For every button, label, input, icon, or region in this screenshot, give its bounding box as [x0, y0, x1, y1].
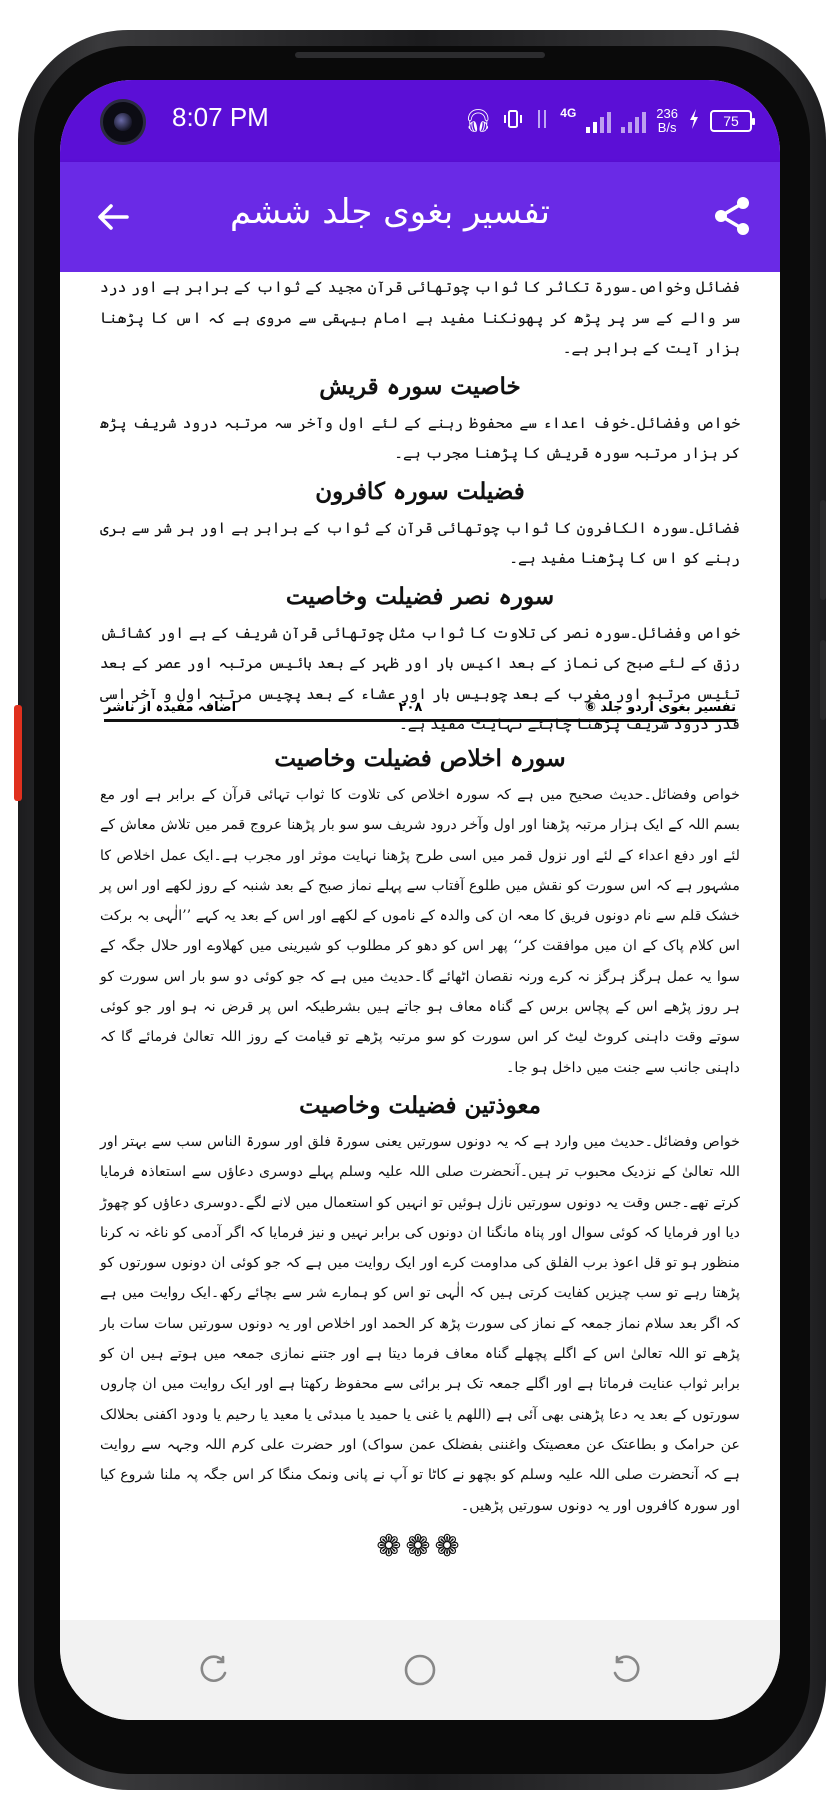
- speed-unit: B/s: [657, 120, 677, 135]
- vibrate-icon: [502, 108, 524, 134]
- home-icon: [402, 1652, 438, 1688]
- recent-apps-icon: [197, 1653, 231, 1687]
- paragraph: خواص وفضائل۔حدیث میں وارد ہے کہ یہ دونوں سورتیں یعنی سورۃ فلق اور سورۃ الناس سب سے بہتر اور اللہ تعالیٰ کے نزدیک محبوب تر ہیں۔آنحضرت صلی اللہ علیہ وسلم پہلے دوسری دعاؤں سے استعاذہ فرمایا کرتے تھے۔جس وقت یہ دونوں سورتیں نازل ہوئیں تو انہیں کو استعمال میں لانے لگے۔دوسری دعاؤں کو چھوڑ دیا اور فرمایا کہ کوئی سوال اور پناہ مانگنا ان دونوں کی برابر نہیں و نیز فرمایا کہ اگر آدمی کو ناغہ نہ کرنا منظور ہو تو قل اعوذ برب الفلق کی مداومت کرے اور ایک روایت میں ہے کہ جو کوئی ان دونوں سورتوں کو پڑھتا رہے تو سب چیزیں کفایت کرتی ہیں کہ الٰہی تو اس کو ہمارے شر سے بچائے رکھ۔ایک روایت میں ہے کہ اگر بعد سلام نماز جمعہ کے نماز کی سورت پڑھ کر الحمد اور اخلاص اور یہ دونوں سورتیں سات سات بار پڑھے تو اللہ تعالیٰ اس کے اگلے پچھلے گناہ معاف فرما دیتا ہے اور جتنے نمازی جمعہ میں ہوتے ہیں ان کو برابر ثواب عنایت فرماتا ہے اور اگلے جمعہ تک ہر برائی سے محفوظ رکھتا ہے اور ایک روایت میں ان چاروں سورتوں کے بعد یہ دعا پڑھنی بھی آئی ہے (اللھم یا غنی یا حمید یا مبدئی یا معید یا رحیم یا ودود اکفنی بحلالک عن حرامک و بطاعتک عن معصیتک واغننی بفضلک عمن سواک) اور حضرت علی کرم اللہ وجہہ سے روایت ہے کہ آنحضرت صلی اللہ علیہ وسلم کو بچھو نے کاٹا تو آپ نے پانی ونمک منگا کر اس جگہ پہ ملنا شروع کیا اور سورہ کافروں اور یہ دونوں سورتیں پڑھیں۔: [100, 1133, 740, 1514]
- page-header: [104, 690, 736, 722]
- paragraph: خواص وفضائل۔سورہ نصر کی تلاوت کا ثواب مثل چوتھائی قرآن شریف کے ہے اور کشائش رزق کے لئے صبح کی نماز کے بعد اکیس بار اور ظہر کے بعد بائیس مرتبہ اور عصر کے بعد تئیس مرتبہ اور مغرب کے بعد چوبیس بار اور عشاء کے بعد پچیس مرتبہ اول و آخر اسی قدر درود شریف پڑھنا چاہئے نہایت مفید ہے۔: [100, 623, 740, 733]
- status-icons: [464, 98, 752, 144]
- ornament-icon: ❁❁❁: [376, 1528, 464, 1564]
- section-heading: سورہ اخلاص فضیلت وخاصیت: [274, 745, 566, 772]
- publisher-note: اضافہ مفیدہ از ناشر: [104, 700, 237, 715]
- nav-back-icon: [609, 1653, 643, 1687]
- share-icon: [711, 195, 753, 237]
- recent-apps-button[interactable]: [188, 1644, 240, 1696]
- front-camera: [100, 99, 146, 145]
- charging-icon: [688, 108, 700, 134]
- signal-icon: [586, 109, 611, 133]
- section-heading: خاصیت سورہ قریش: [319, 372, 521, 400]
- volume-button: [820, 500, 826, 600]
- section-heading: معوذتین فضیلت وخاصیت: [299, 1091, 541, 1119]
- status-time: 8:07 PM: [172, 102, 269, 132]
- back-button[interactable]: [86, 190, 140, 244]
- app-bar: [60, 162, 780, 272]
- book-page-view[interactable]: [60, 272, 780, 1620]
- section-heading: فضیلت سورہ کافرون: [315, 477, 525, 505]
- home-button[interactable]: [394, 1644, 446, 1696]
- section-heading: سورہ نصر فضیلت وخاصیت: [285, 582, 555, 610]
- power-button: [820, 640, 826, 720]
- navigation-bar: [60, 1620, 780, 1720]
- battery-icon: 75: [710, 110, 752, 132]
- paragraph: خواص وفضائل۔حدیث صحیح میں ہے کہ سورہ اخلاص کی تلاوت کا ثواب تہائی قرآن کے برابر ہے اور مع بسم اللہ کے ایک ہزار مرتبہ پڑھنا اور اول وآخر درود شریف سو سو بار پڑھنا عروج قمر میں تلاش معاش کے لئے اور دفع اعداء کے لئے اور نزول قمر میں اسی طرح پڑھنا نہایت موثر اور مجرب ہے۔ایک عمل اخلاص کا مشہور ہے کہ اس سورت کو نقش میں طلوع آفتاب سے پہلے نماز صبح کے بعد شنبہ کے روز لکھے اور اس پر خشک قلم سے نام دونوں فریق کا معہ ان کی والدہ کے ناموں کے لکھے اور اس کے بعد یہ کہے ’’الٰہی بہ برکت اس کلام پاک کے ان میں موافقت کر‘‘ پھر اس کو دھو کر مطلوب کو شیرینی میں کھلاوے اور حلال جگہ کے سوا یہ عمل ہرگز ہرگز نہ کرے ورنہ نقصان اٹھائے گا۔حدیث میں ہے کہ جو کوئی دو سو بار اس سورت کو ہر روز پڑھے اس کے پچاس برس کے گناہ معاف ہو جاتے ہیں بشرطیکہ اس پر قرض نہ ہو اور جو کوئی سوتے وقت داہنی کروٹ لیٹ کر اس سورت کو سو مرتبہ پڑھے تو قیامت کے روز اللہ تعالیٰ فرمائے گا کہ داہنی جانب سے جنت میں داخل ہو جا۔: [100, 787, 740, 1076]
- signal-2-icon: [621, 109, 646, 133]
- page-number: ۲۰۸: [398, 700, 423, 715]
- side-button: [14, 705, 22, 801]
- data-arrows-icon: [534, 108, 550, 135]
- app-title: تفسیر بغوی جلد ششم: [229, 192, 551, 232]
- status-bar: [60, 80, 780, 162]
- nav-back-button[interactable]: [600, 1644, 652, 1696]
- paragraph: فضائل۔سورہ الکافرون کا ثواب چوتھائی قرآن کے ثواب کے برابر ہے اور ہر شر سے بری رہنے کو اس کا پڑھنا مفید ہے۔: [100, 518, 740, 567]
- page-top-section: [100, 272, 740, 740]
- network-speed: [656, 107, 678, 135]
- share-button[interactable]: [704, 188, 760, 244]
- speaker-slit: [295, 52, 545, 58]
- book-name: تفسیر بغوی اُردو جلد ⑥: [584, 700, 736, 715]
- paragraph: خواص وفضائل۔خوف اعداء سے محفوظ رہنے کے لئے اول وآخر سہ مرتبہ درود شریف پڑھ کر ہزار مرتبہ سورہ قریش کا پڑھنا مجرب ہے۔: [100, 413, 740, 462]
- speed-value: 236: [656, 106, 678, 121]
- page-main-section: [100, 736, 740, 1564]
- network-type: 4G: [560, 106, 577, 120]
- arrow-left-icon: [95, 199, 131, 235]
- screen: [60, 80, 780, 1720]
- headphones-icon: 🎧︎: [464, 108, 493, 133]
- paragraph: فضائل وخواص۔سورۃ تکاثر کا ثواب چوتھائی قرآن مجید کے ثواب کے برابر ہے اور درد سر والے کے سر پر پڑھ کر پھونکنا مفید ہے امام بیہقی سے مروی ہے کہ اس کا پڑھنا ہزار آیت کے برابر ہے۔: [100, 278, 740, 357]
